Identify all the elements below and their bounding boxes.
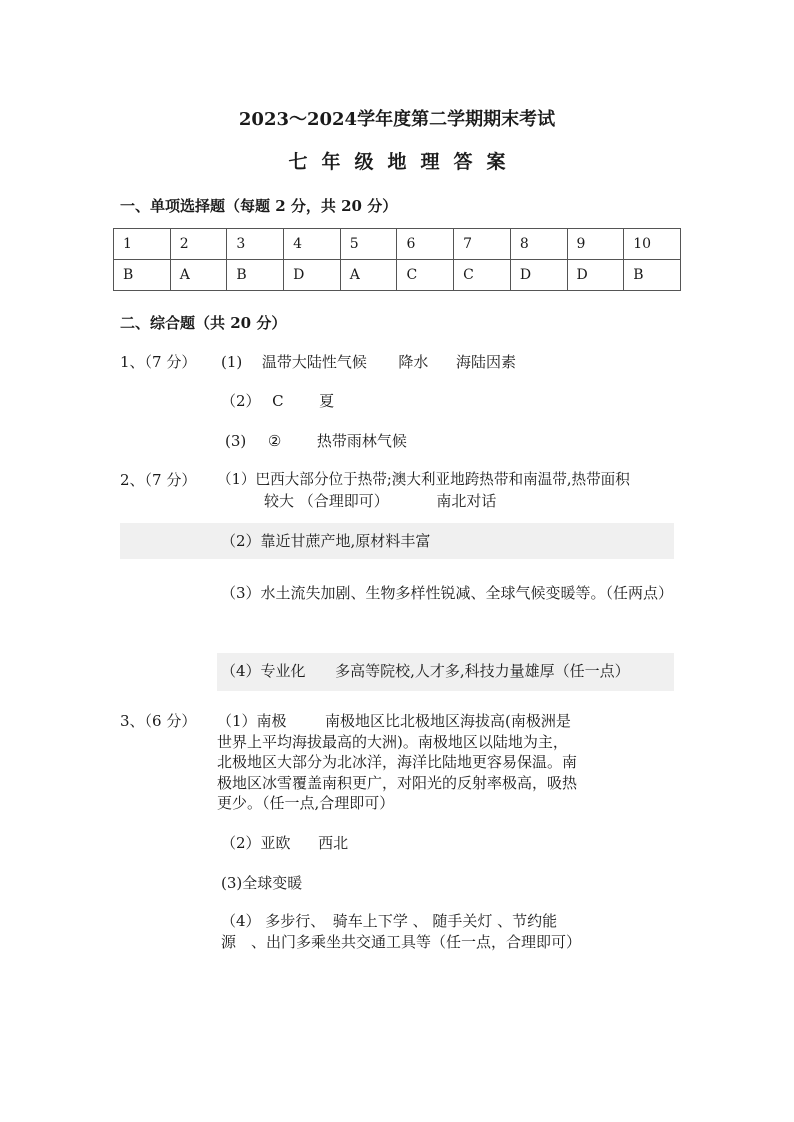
q1-part2-answer-a: C xyxy=(272,392,284,410)
table-cell: D xyxy=(567,260,624,291)
q3-part2 xyxy=(221,833,348,853)
q1-part2-number: （2） xyxy=(221,392,261,410)
q1-part3 xyxy=(225,431,407,451)
q1-part3-answer-b: 热带雨林气候 xyxy=(316,432,407,450)
q3-label: 3、（6 分） xyxy=(120,712,197,730)
table-cell: A xyxy=(170,260,227,291)
q1-part3-answer-a: ② xyxy=(267,432,282,450)
q2-label: 2、（7 分） xyxy=(120,471,197,489)
q2-part4-answer-a: （4）专业化 xyxy=(221,662,306,680)
table-cell: 10 xyxy=(624,229,681,260)
table-cell: 7 xyxy=(454,229,511,260)
q2-part3: （3）水土流失加剧、生物多样性锐减、全球气候变暖等。（任两点） xyxy=(221,584,674,602)
table-cell: D xyxy=(284,260,341,291)
q3-part3: (3)全球变暖 xyxy=(221,874,303,892)
section1-heading: 一、单项选择题（每题 2 分，共 20 分） xyxy=(120,197,398,215)
q2-part1-answer: 较大 （合理即可） xyxy=(264,492,389,510)
table-cell: C xyxy=(454,260,511,291)
q1-part2-answer-b: 夏 xyxy=(319,392,335,410)
table-row-numbers xyxy=(114,229,681,260)
table-cell: 6 xyxy=(397,229,454,260)
q1-part1-answer-b: 降水 xyxy=(398,353,429,371)
q1-part1 xyxy=(221,352,516,372)
q2-part1-line1: （1）巴西大部分位于热带;澳大利亚地跨热带和南温带,热带面积 xyxy=(217,471,630,488)
q1-label: 1、（7 分） xyxy=(120,353,197,371)
section2-heading: 二、综合题（共 20 分） xyxy=(120,314,287,332)
table-cell: A xyxy=(340,260,397,291)
q3-part4: （4） 多步行、 骑车上下学 、 随手关灯 、节约能源 、出门多乘坐共交通工具等（任一点，合理即可） xyxy=(221,912,582,951)
q3-part1-number: （1）南极 xyxy=(217,712,287,730)
table-row-answers xyxy=(114,260,681,291)
q2-part2: （2）靠近甘蔗产地,原材料丰富 xyxy=(221,532,431,550)
q1-part1-answer-a: 温带大陆性气候 xyxy=(261,353,367,371)
table-cell: 2 xyxy=(170,229,227,260)
answer-table xyxy=(113,228,681,291)
q3-part2-answer-a: （2）亚欧 xyxy=(221,834,291,852)
table-cell: 5 xyxy=(340,229,397,260)
table-cell: B xyxy=(227,260,284,291)
table-cell: 8 xyxy=(510,229,567,260)
table-cell: B xyxy=(624,260,681,291)
table-cell: 1 xyxy=(114,229,171,260)
table-cell: 9 xyxy=(567,229,624,260)
q1-part1-number: (1) xyxy=(221,353,243,371)
q2-part4 xyxy=(221,661,630,681)
table-cell: 4 xyxy=(284,229,341,260)
table-cell: B xyxy=(114,260,171,291)
page-subtitle: 七年级地理答案 xyxy=(288,151,520,173)
q1-part3-number: (3) xyxy=(225,432,247,450)
q2-part1-answer-b: 南北对话 xyxy=(436,492,497,510)
q1-part1-answer-c: 海陆因素 xyxy=(455,353,516,371)
q2-part1-line2 xyxy=(264,491,496,511)
table-cell: 3 xyxy=(227,229,284,260)
table-cell: C xyxy=(397,260,454,291)
q3-part2-answer-b: 西北 xyxy=(318,834,349,852)
q3-part1-text: 南极地区比北极地区海拔高(南极洲是世界上平均海拔最高的大洲)。南极地区以陆地为主，北极地区大部分为北冰洋，海洋比陆地更容易保温。南极地区冰雪覆盖南积更广，对阳光的反射率极高，吸热更少。（任一点,合理即可） xyxy=(217,712,578,812)
q1-part2 xyxy=(221,391,334,411)
exam-title: 2023～2024学年度第二学期期末考试 xyxy=(238,109,556,130)
table-cell: D xyxy=(510,260,567,291)
q2-part4-answer-b: 多高等院校,人才多,科技力量雄厚（任一点） xyxy=(335,662,630,680)
